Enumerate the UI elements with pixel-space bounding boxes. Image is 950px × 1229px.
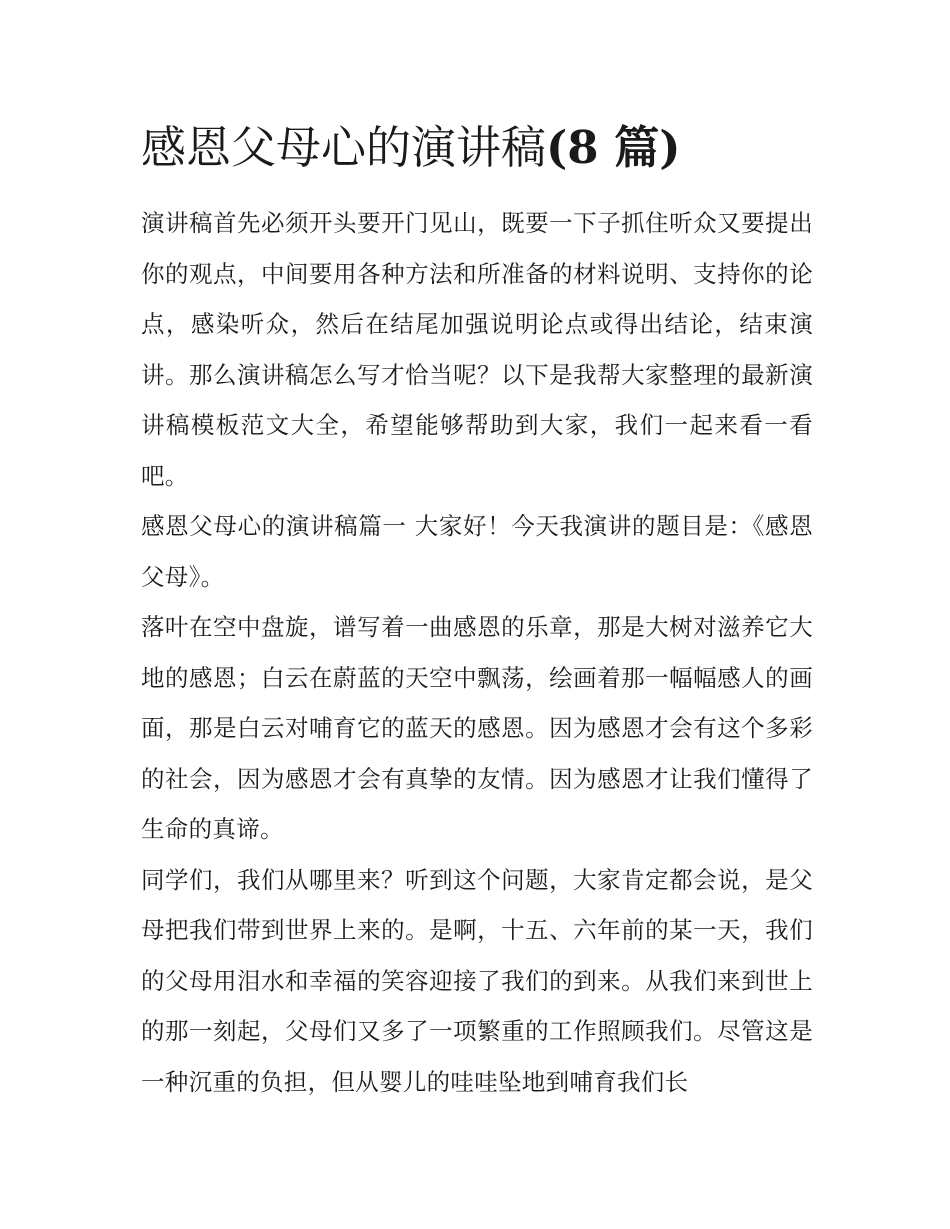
document-content: [141, 118, 813, 1107]
document-body: [141, 198, 813, 1107]
title-count-text: (8 篇): [546, 121, 681, 174]
title-main-text: 感恩父母心的演讲稿: [141, 121, 547, 174]
intro-paragraph: 演讲稿首先必须开头要开门见山，既要一下子抓住听众又要提出你的观点，中间要用各种方法和所准备的材料说明、支持你的论点，感染听众，然后在结尾加强说明论点或得出结论，结束演讲。那么演讲稿怎么写才恰当呢？以下是我帮大家整理的最新演讲稿模板范文大全，希望能够帮助到大家，我们一起来看一看吧。: [141, 209, 813, 490]
document-title: [141, 118, 813, 178]
gratitude-nature-paragraph: 落叶在空中盘旋，谱写着一曲感恩的乐章，那是大树对滋养它大地的感恩；白云在蔚蓝的天空中飘荡，绘画着那一幅幅感人的画面，那是白云对哺育它的蓝天的感恩。因为感恩才会有这个多彩的社会，因为感恩才会有真挚的友情。因为感恩才让我们懂得了生命的真谛。: [141, 613, 813, 843]
speech-one-opening-paragraph: 感恩父母心的演讲稿篇一 大家好！今天我演讲的题目是：《感恩父母》。: [141, 512, 813, 591]
parents-care-paragraph: 同学们，我们从哪里来？听到这个问题，大家肯定都会说，是父母把我们带到世界上来的。是啊，十五、六年前的某一天，我们的父母用泪水和幸福的笑容迎接了我们的到来。从我们来到世上的那一刻起，父母们又多了一项繁重的工作照顾我们。尽管这是一种沉重的负担，但从婴儿的哇哇坠地到哺育我们长: [141, 865, 813, 1096]
